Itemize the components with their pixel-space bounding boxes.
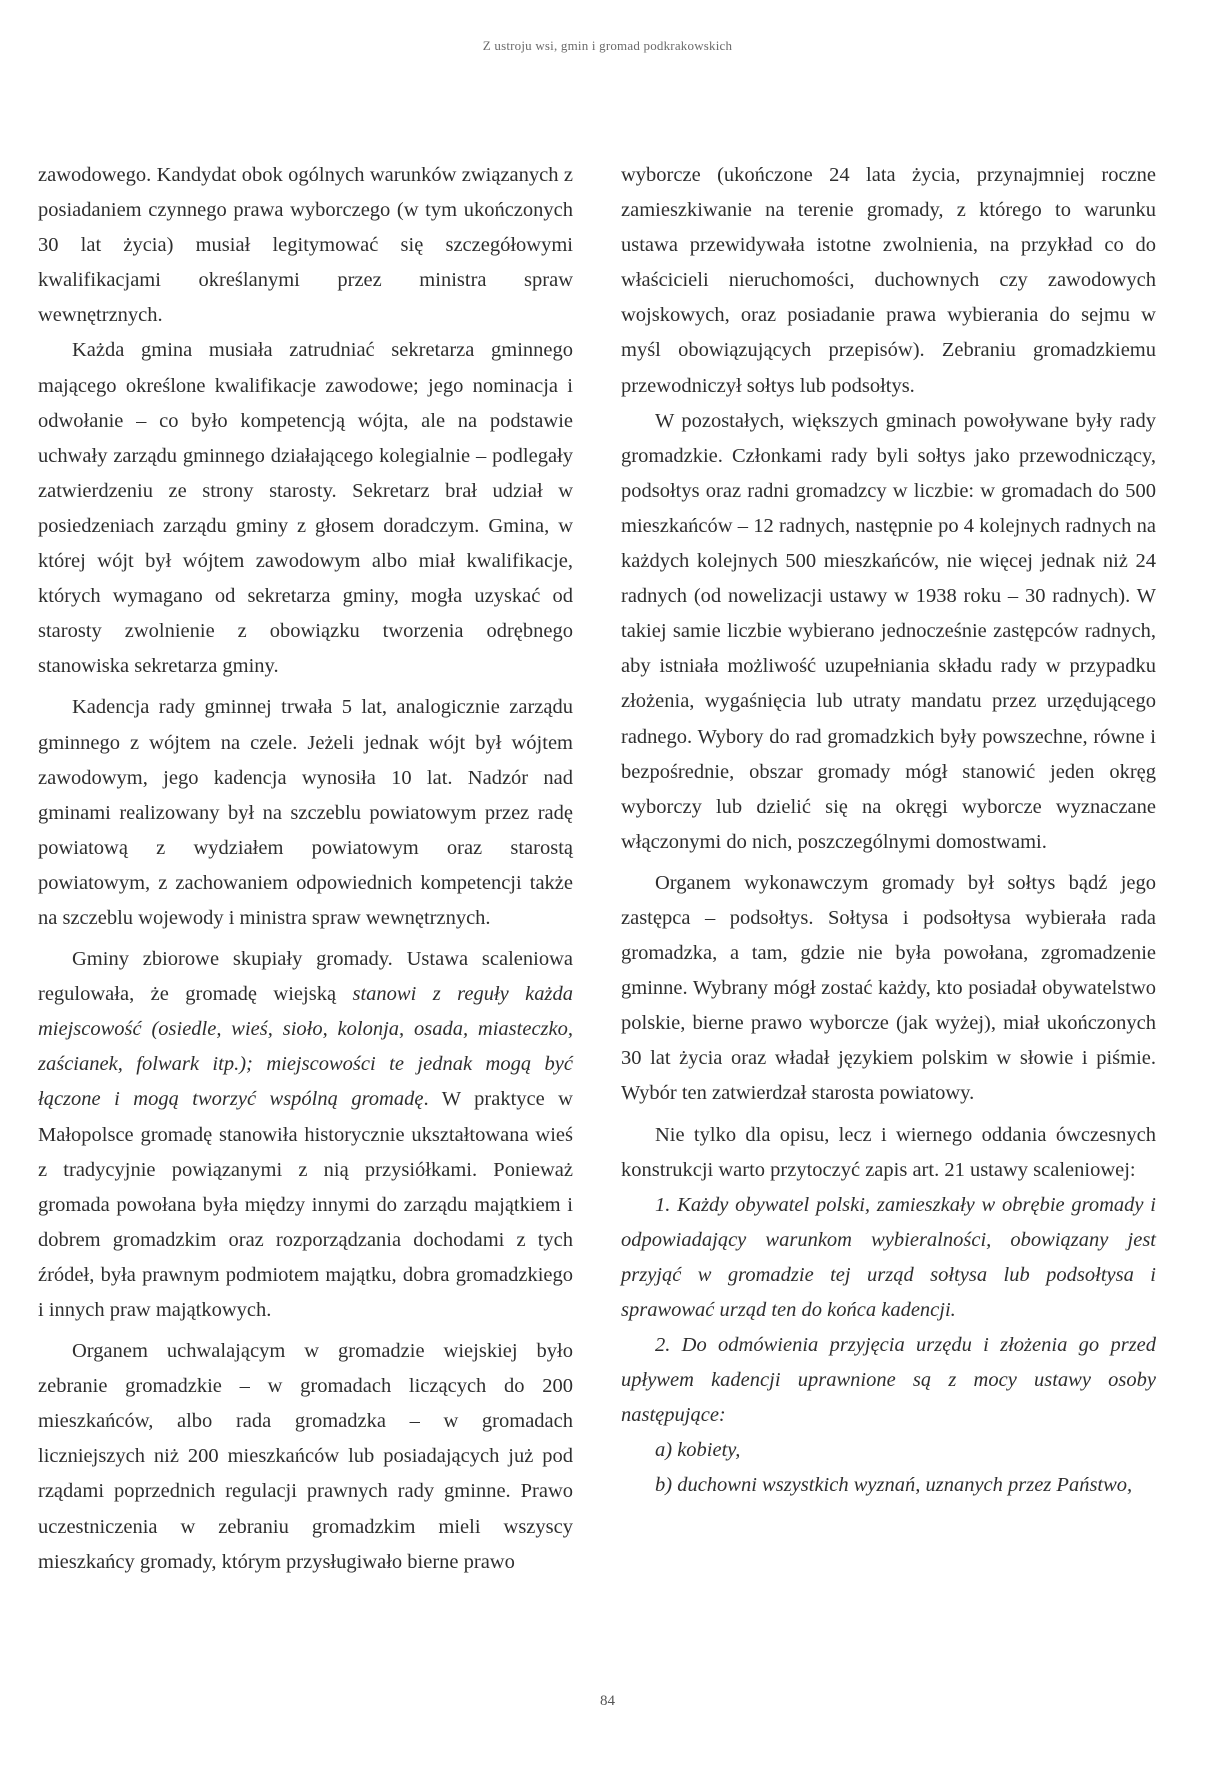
paragraph-gromada-assembly: Organem uchwalającym w gromadzie wiejskiej było zebranie gromadzkie – w gromadach liczących do 200 mieszkańców, albo rada gromadzka – w gromadach liczniejszych niż 200 mieszkańców lub posiadających już pod rządami poprzednich regulacji prawnych rady gminne. Prawo uczestniczenia w zebraniu gromadzkim mieli wszyscy mieszkańcy gromady, którym przysługiwało bierne prawo	[38, 1340, 573, 1573]
text-segment: . W praktyce w Małopolsce gromadę stanowiła historycznie ukształtowana wieś z tradycyjnie powiązanymi z nią przysiółkami. Ponieważ gromada powołana była między innymi do zarządu majątkiem i dobrem gromadzkim oraz rozporządzania dochodami z tych źródeł, była prawnym podmiotem majątku, dobra gromadzkiego i innych praw majątkowych.	[38, 1088, 573, 1321]
running-header: Z ustroju wsi, gmin i gromad podkrakowskich	[482, 38, 733, 53]
paragraph-gromady	[38, 942, 573, 1328]
text-segment: Gminy zbiorowe skupiały gromady. Ustawa scaleniowa regulowała, że gromadę wiejską	[38, 948, 573, 1006]
right-column	[621, 158, 1156, 1504]
paragraph-continued: zawodowego. Kandydat obok ogólnych warunków związanych z posiadaniem czynnego prawa wyborczego (w tym ukończonych 30 lat życia) musiał legitymować się szczegółowymi kwalifikacjami określanymi przez ministra spraw wewnętrznych.	[38, 164, 573, 327]
paragraph-soltys: Organem wykonawczym gromady był sołtys bądź jego zastępca – podsołtys. Sołtysa i podsołtysa wybierała rada gromadzka, a tam, gdzie nie była powołana, zgromadzenie gminne. Wybrany mógł zostać każdy, kto posiadał obywatelstwo polskie, bierne prawo wyborcze (jak wyżej), miał ukończonych 30 lat życia oraz władał językiem polskim w słowie i piśmie. Wybór ten zatwierdzał starosta powiatowy.	[621, 871, 1156, 1105]
paragraph-term-of-office: Kadencja rady gminnej trwała 5 lat, analogicznie zarządu gminnego z wójtem na czele. Jeżeli jednak wójt był wójtem zawodowym, jego kadencja wynosiła 10 lat. Nadzór nad gminami realizowany był na szczeblu powiatowym przez radę powiatową z wydziałem powiatowym oraz starostą powiatowym, z zachowaniem odpowiednich kompetencji także na szczeblu wojewody i ministra spraw wewnętrznych.	[38, 696, 573, 929]
paragraph-gromada-councils: W pozostałych, większych gminach powoływane były rady gromadzkie. Członkami rady byli sołtys jako przewodniczący, podsołtys oraz radni gromadzcy w liczbie: w gromadach do 500 mieszkańców – 12 radnych, następnie po 4 kolejnych radnych na każdych kolejnych 500 mieszkańców, nie więcej jednak niż 24 radnych (od nowelizacji ustawy w 1938 roku – 30 radnych). W takiej samie liczbie wybierano jednocześnie zastępców radnych, aby istniała możliwość uzupełniania składu rady w przypadku złożenia, wygaśnięcia lub utraty mandatu przez urzędującego radnego. Wybory do rad gromadzkich były powszechne, równe i bezpośrednie, obszar gromady mógł stanowić jeden okręg wyborczy lub dzielić się na okręgi wyborcze wyznaczane włączonymi do nich, poszczególnymi domostwami.	[621, 409, 1156, 853]
left-column	[38, 158, 573, 1580]
quote-item-b: b) duchowni wszystkich wyznań, uznanych przez Państwo,	[655, 1474, 1133, 1497]
quote-item-a: a) kobiety,	[655, 1439, 741, 1462]
quote-point-2: 2. Do odmówienia przyjęcia urzędu i złożenia go przed upływem kadencji uprawnione są z mocy ustawy osoby następujące:	[621, 1334, 1156, 1427]
statute-quotation: stanowi z reguły każda miejscowość (osiedle, wieś, sioło, kolonja, osada, miasteczko, zaścianek, folwark itp.); miejscowości te jednak mogą być łączone i mogą tworzyć wspólną gromadę	[38, 983, 573, 1111]
page-number: 84	[600, 1693, 615, 1709]
quote-point-1: 1. Każdy obywatel polski, zamieszkały w obrębie gromady i odpowiadający warunkom wybieralności, obowiązany jest przyjąć w gromadzie tej urząd sołtysa lub podsołtysa i sprawować urząd ten do końca kadencji.	[621, 1193, 1156, 1321]
paragraph-article-intro: Nie tylko dla opisu, lecz i wiernego oddania ówczesnych konstrukcji warto przytoczyć zapis art. 21 ustawy scaleniowej:	[621, 1123, 1156, 1181]
paragraph-continued: wyborcze (ukończone 24 lata życia, przynajmniej roczne zamieszkiwanie na terenie gromady, z którego to warunku ustawa przewidywała istotne zwolnienia, na przykład co do właścicieli nieruchomości, duchownych czy zawodowych wojskowych, oraz posiadanie prawa wybierania do sejmu w myśl obowiązujących przepisów). Zebraniu gromadzkiemu przewodniczył sołtys lub podsołtys.	[621, 164, 1156, 397]
paragraph-secretary: Każda gmina musiała zatrudniać sekretarza gminnego mającego określone kwalifikacje zawodowe; jego nominacja i odwołanie – co było kompetencją wójta, ale na podstawie uchwały zarządu gminnego działającego kolegialnie – podlegały zatwierdzeniu ze strony starosty. Sekretarz brał udział w posiedzeniach zarządu gminy z głosem doradczym. Gmina, w której wójt był wójtem zawodowym albo miał kwalifikacje, których wymagano od sekretarza gminy, mogła uzyskać od starosty zwolnienie z obowiązku tworzenia odrębnego stanowiska sekretarza gminy.	[38, 339, 573, 678]
